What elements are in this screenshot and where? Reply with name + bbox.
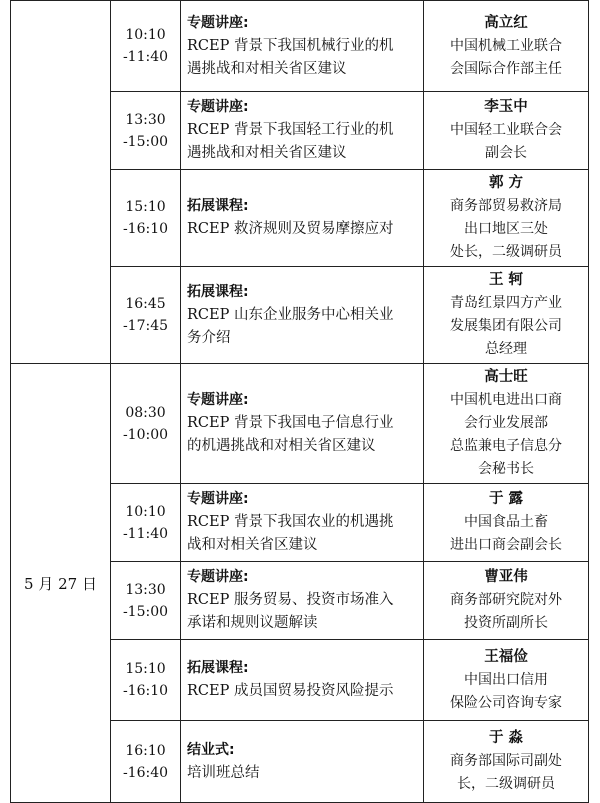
speaker-cell — [424, 92, 589, 170]
session-title-line: 培训班总结 — [187, 764, 260, 781]
session-title-line: 承诺和规则议题解读 — [187, 615, 318, 631]
topic-cell — [181, 721, 424, 803]
topic-cell — [181, 267, 424, 364]
session-type: 结业式: — [187, 741, 235, 758]
time-cell: 15:10 -16:10 — [111, 640, 181, 721]
speaker-role-line: 会国际合作部主任 — [450, 60, 562, 77]
session-title-line: 遇挑战和对相关省区建议 — [187, 60, 347, 77]
speaker-role-line: 中国机电进出口商 — [450, 392, 562, 408]
speaker-cell — [424, 267, 589, 364]
session-type: 专题讲座: — [187, 569, 249, 585]
speaker-name: 王 轲 — [488, 272, 524, 288]
session-title-line: RCEP 背景下我国轻工行业的机 — [187, 122, 394, 138]
speaker-role-line: 发展集团有限公司 — [450, 318, 562, 334]
speaker-role-line: 投资所副所长 — [464, 615, 548, 631]
session-title-line: RCEP 背景下我国机械行业的机 — [187, 37, 394, 54]
speaker-role-line: 中国机械工业联合 — [450, 37, 562, 54]
session-type: 专题讲座: — [187, 392, 249, 408]
schedule-row — [11, 364, 589, 484]
topic-cell — [181, 640, 424, 721]
date-cell-previous — [11, 1, 111, 364]
topic-cell — [181, 170, 424, 267]
speaker-role-line: 青岛红景四方产业 — [450, 295, 562, 311]
date-cell: 5 月 27 日 — [11, 364, 111, 803]
speaker-role-line: 中国轻工业联合会 — [450, 122, 562, 138]
session-type: 专题讲座: — [187, 14, 249, 31]
session-type: 拓展课程: — [187, 660, 249, 676]
speaker-cell — [424, 721, 589, 803]
time-cell: 16:45 -17:45 — [111, 267, 181, 364]
speaker-role-line: 处长，二级调研员 — [450, 244, 562, 260]
speaker-name: 于 露 — [488, 491, 524, 507]
time-cell: 16:10 -16:40 — [111, 721, 181, 803]
session-type: 专题讲座: — [187, 99, 249, 115]
topic-cell — [181, 562, 424, 640]
schedule-row — [11, 1, 589, 92]
speaker-cell — [424, 484, 589, 562]
speaker-role-line: 出口地区三处 — [464, 221, 548, 237]
schedule-table — [10, 0, 589, 803]
session-title-line: 遇挑战和对相关省区建议 — [187, 145, 347, 161]
time-cell: 08:30 -10:00 — [111, 364, 181, 484]
speaker-role-line: 会行业发展部 — [464, 415, 548, 431]
time-cell: 10:10 -11:40 — [111, 1, 181, 92]
speaker-role-line: 商务部研究院对外 — [450, 592, 562, 608]
time-cell: 15:10 -16:10 — [111, 170, 181, 267]
speaker-role-line: 中国食品土畜 — [464, 514, 548, 530]
speaker-name: 于 淼 — [488, 730, 524, 746]
speaker-role-line: 商务部贸易救济局 — [450, 198, 562, 214]
time-cell: 10:10 -11:40 — [111, 484, 181, 562]
speaker-name: 高立红 — [484, 14, 528, 31]
speaker-role-line: 总经理 — [485, 341, 527, 357]
session-type: 拓展课程: — [187, 198, 249, 214]
session-title-line: 务介绍 — [187, 329, 231, 346]
topic-cell — [181, 1, 424, 92]
speaker-role-line: 中国出口信用 — [464, 671, 548, 688]
speaker-role-line: 商务部国际司副处 — [450, 753, 562, 769]
session-title-line: RCEP 服务贸易、投资市场准入 — [187, 592, 394, 608]
speaker-cell — [424, 640, 589, 721]
session-title-line: RCEP 救济规则及贸易摩擦应对 — [187, 221, 394, 237]
session-title-line: 的机遇挑战和对相关省区建议 — [187, 438, 376, 454]
speaker-name: 王福俭 — [484, 648, 528, 665]
time-cell: 13:30 -15:00 — [111, 92, 181, 170]
speaker-role-line: 长，二级调研员 — [457, 776, 555, 792]
speaker-cell — [424, 562, 589, 640]
speaker-role-line: 保险公司咨询专家 — [450, 694, 562, 711]
speaker-name: 高士旺 — [484, 369, 528, 385]
session-title-line: RCEP 背景下我国农业的机遇挑 — [187, 514, 394, 530]
speaker-name: 郭 方 — [488, 175, 524, 191]
session-type: 拓展课程: — [187, 283, 249, 300]
speaker-name: 曹亚伟 — [484, 569, 528, 585]
speaker-cell — [424, 364, 589, 484]
speaker-role-line: 进出口商会副会长 — [450, 537, 562, 553]
speaker-cell — [424, 170, 589, 267]
topic-cell — [181, 364, 424, 484]
session-title-line: RCEP 背景下我国电子信息行业 — [187, 415, 394, 431]
time-cell: 13:30 -15:00 — [111, 562, 181, 640]
speaker-role-line: 总监兼电子信息分 — [450, 438, 562, 454]
session-title-line: RCEP 成员国贸易投资风险提示 — [187, 683, 394, 699]
topic-cell — [181, 484, 424, 562]
speaker-role-line: 会秘书长 — [478, 461, 534, 477]
speaker-role-line: 副会长 — [485, 145, 527, 161]
session-title-line: 战和对相关省区建议 — [187, 537, 318, 553]
speaker-name: 李玉中 — [484, 99, 528, 115]
session-type: 专题讲座: — [187, 491, 249, 507]
session-title-line: RCEP 山东企业服务中心相关业 — [187, 306, 394, 323]
topic-cell — [181, 92, 424, 170]
speaker-cell — [424, 1, 589, 92]
